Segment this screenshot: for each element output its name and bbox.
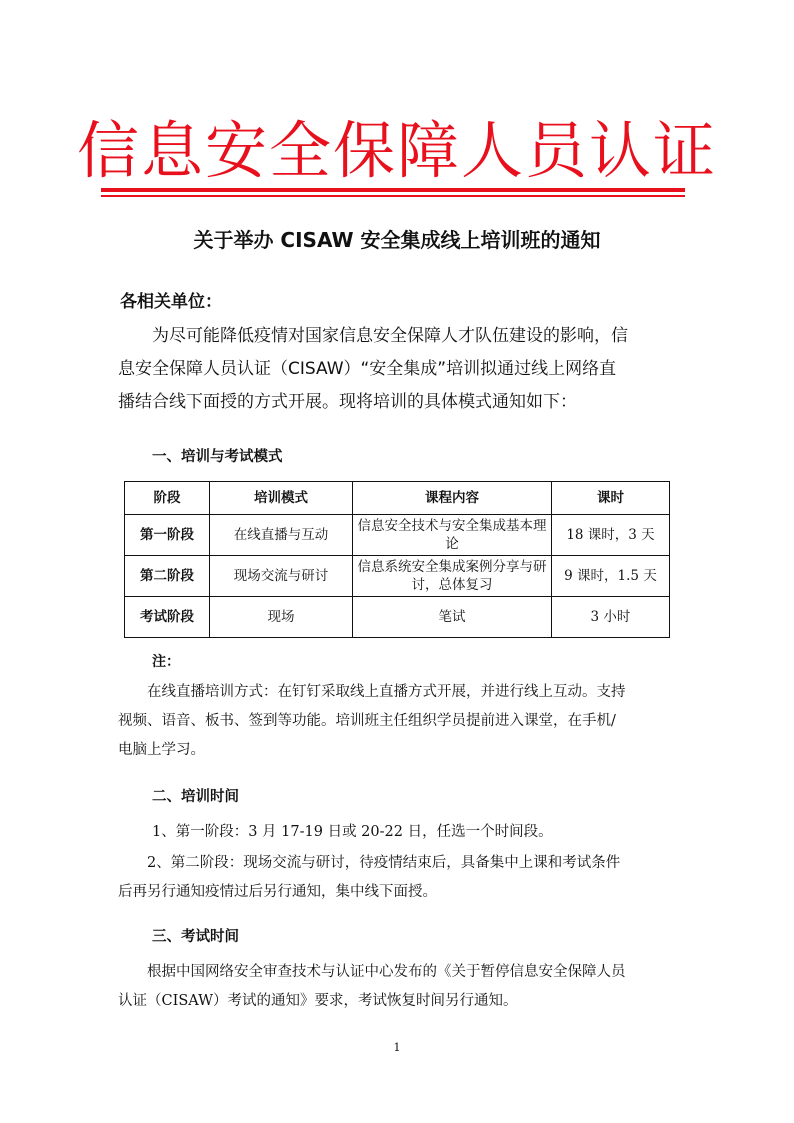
table-header-cell: 培训模式 [210,482,353,515]
table-cell-content: 信息安全技术与安全集成基本理论 [353,515,552,556]
section-heading-exam-time: 三、考试时间 [152,929,239,945]
table-cell-stage: 第一阶段 [125,515,210,556]
training-mode-table [124,481,670,638]
intro-line: 息安全保障人员认证（CISAW）“安全集成”培训拟通过线上网络直 [118,359,617,379]
exam-time-line: 根据中国网络安全审查技术与认证中心发布的《关于暂停信息安全保障人员 [118,964,626,980]
intro-line: 为尽可能降低疫情对国家信息安全保障人才队伍建设的影响，信 [118,326,628,346]
table-cell-mode: 现场交流与研讨 [210,556,353,597]
section-heading-training-time: 二、培训时间 [152,789,239,805]
training-time-item-1: 1、第一阶段：3 月 17-19 日或 20-22 日，任选一个时间段。 [152,824,553,840]
document-title: 关于举办 CISAW 安全集成线上培训班的通知 [193,228,601,252]
note-label: 注： [152,654,180,670]
exam-time-line: 认证（CISAW）考试的通知》要求，考试恢复时间另行通知。 [118,993,518,1009]
section-heading-training-mode: 一、培训与考试模式 [152,449,283,465]
table-cell-hours: 3 小时 [552,597,670,638]
table-cell-stage: 考试阶段 [125,597,210,638]
table-header-row [125,482,670,515]
table-row [125,556,670,597]
intro-line: 播结合线下面授的方式开展。现将培训的具体模式通知如下： [118,392,577,412]
page-number: 1 [393,1041,401,1054]
table-cell-mode: 在线直播与互动 [210,515,353,556]
note-line: 在线直播培训方式：在钉钉采取线上直播方式开展，并进行线上互动。支持 [118,684,626,700]
intro-paragraph [118,320,684,419]
table-cell-stage: 第二阶段 [125,556,210,597]
masthead-rule-thin [101,195,685,197]
training-time-line: 2、第二阶段：现场交流与研讨，待疫情结束后，具备集中上课和考试条件 [118,855,621,871]
table-cell-mode: 现场 [210,597,353,638]
table-header-cell: 课时 [552,482,670,515]
table-cell-content: 信息系统安全集成案例分享与研讨，总体复习 [353,556,552,597]
table-header-cell: 阶段 [125,482,210,515]
training-time-line: 后再另行通知疫情过后另行通知，集中线下面授。 [118,884,437,900]
table-header-cell: 课程内容 [353,482,552,515]
greeting: 各相关单位： [120,292,222,312]
table-row [125,597,670,638]
table-row [125,515,670,556]
note-paragraph [118,678,688,765]
note-line: 视频、语音、板书、签到等功能。培训班主任组织学员提前进入课堂，在手机/ [118,713,616,729]
table-cell-hours: 9 课时，1.5 天 [552,556,670,597]
exam-time-paragraph [118,958,688,1016]
table-cell-content: 笔试 [353,597,552,638]
note-line: 电脑上学习。 [118,742,205,758]
masthead-rule-thick [101,188,685,192]
table-cell-hours: 18 课时，3 天 [552,515,670,556]
training-time-item-2 [118,849,688,907]
masthead-title: 信息安全保障人员认证 [76,114,717,187]
